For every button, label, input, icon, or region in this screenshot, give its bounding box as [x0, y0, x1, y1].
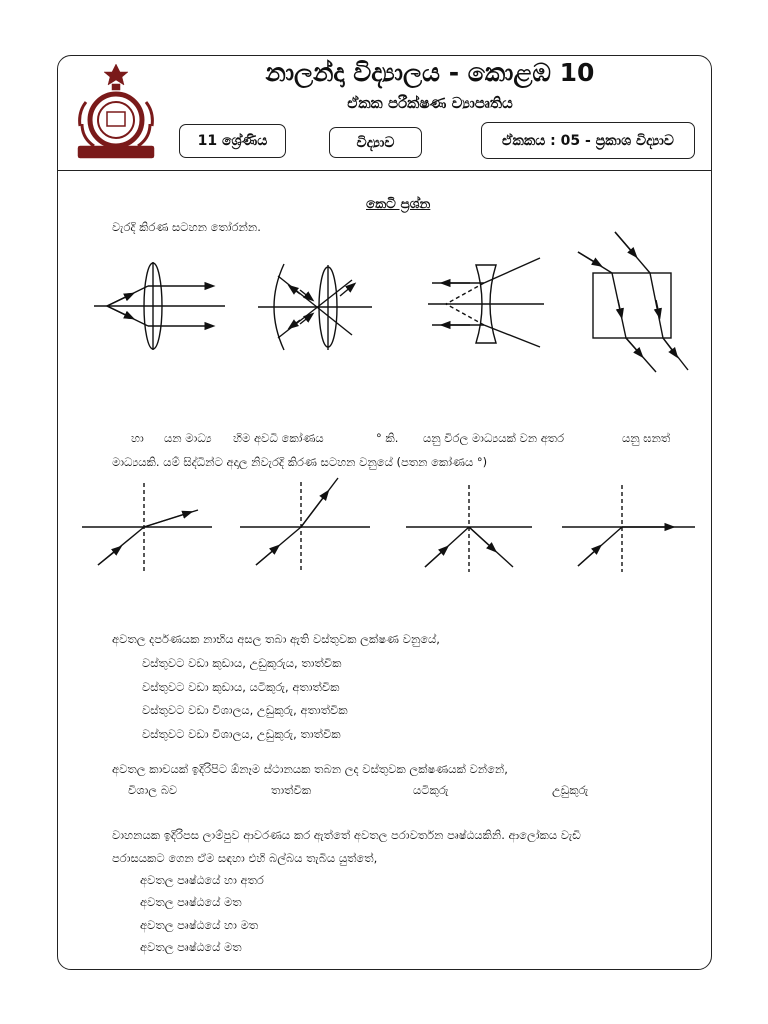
school-title: නාලන්දා විද්‍යාලය - කොළඹ 10	[265, 58, 595, 87]
unit-box: ඒකකය : 05 - ප්‍රකාශ විද්‍යාව	[481, 122, 695, 159]
q5-line-2: පරාසයකට ගෙන ඒම සඳහා එහි බල්බය තැබිය යුත්තේ,	[112, 851, 378, 865]
q5-line-1: වාහනයක ඉදිරිපස ලාම්පුව ආවරණය කර ඇත්තේ අවතල පරාවර්තන පෘෂ්ඨයකිනි. ආලෝකය වැඩි	[112, 828, 581, 842]
q5-option[interactable]: අවතල පෘෂ්ඨයේ හා අතර	[140, 873, 264, 887]
q3-option[interactable]: වස්තුවට වඩා කුඩාය, යටිකුරු, අතාත්වික	[142, 680, 340, 694]
q5-option[interactable]: අවතල පෘෂ්ඨයේ හා මත	[140, 918, 259, 932]
q2-line-2: මාධ්‍යයකි. යම් සිද්ධින්ට අදාල නිවැරදි කිරණ සටහන වනුයේ (පතන කෝණය °)	[112, 455, 488, 469]
q3-option[interactable]: වස්තුවට වඩා විශාලය, උඩුකුරු, අතාත්වික	[142, 703, 348, 717]
q4-option[interactable]: උඩුකුරු	[552, 783, 589, 797]
q2-part-5: යනු විරල මාධ්‍යයක් වන අතර	[423, 431, 565, 445]
q2-part-4: ° කි.	[376, 431, 399, 445]
q3-question: අවතල දර්පණයක නාභිය අසල තබා ඇති වස්තුවක ලක්ෂණ වනුයේ,	[112, 632, 440, 646]
q4-option[interactable]: තාත්වික	[271, 783, 312, 797]
q5-option[interactable]: අවතල පෘෂ්ඨයේ මත	[140, 895, 242, 909]
q4-option[interactable]: යටිකුරු	[413, 783, 449, 797]
section-title: කෙටි ප්‍රශ්න	[366, 196, 431, 212]
refraction-diagram-a	[82, 483, 212, 572]
subject-box: විද්‍යාව	[329, 127, 422, 158]
test-subtitle: ඒකක පරීක්ෂණ ව්‍යාපෘතිය	[347, 94, 513, 112]
q3-option[interactable]: වස්තුවට වඩා කුඩාය, උඩුකුරුය, තාත්වික	[142, 656, 342, 670]
q2-part-6: යනු ඝනත්	[622, 431, 671, 445]
refraction-diagram-b	[240, 478, 370, 572]
q4-question: අවතල කාචයක් ඉදිරිපිට ඕනෑම ස්ථානයක තබන ලද වස්තුවක ලක්ෂණයක් වන්නේ,	[112, 762, 508, 776]
q1-instruction: වැරදි කිරණ සටහන තෝරන්න.	[112, 220, 261, 234]
refraction-diagram-d	[562, 485, 695, 572]
refraction-diagram-c	[406, 485, 532, 572]
q2-part-2: යන මාධ්‍ය	[164, 431, 212, 445]
q2-part-1: හා	[131, 431, 144, 445]
q5-option[interactable]: අවතල පෘෂ්ඨයේ මත	[140, 940, 242, 954]
q3-option[interactable]: වස්තුවට වඩා විශාලය, උඩුකුරු, තාත්වික	[142, 727, 341, 741]
q2-part-3: හිම අවධි කෝණය	[233, 431, 324, 445]
grade-box: 11 ශ්‍රේණිය	[179, 124, 286, 158]
q4-option[interactable]: විශාල බව	[128, 783, 178, 797]
